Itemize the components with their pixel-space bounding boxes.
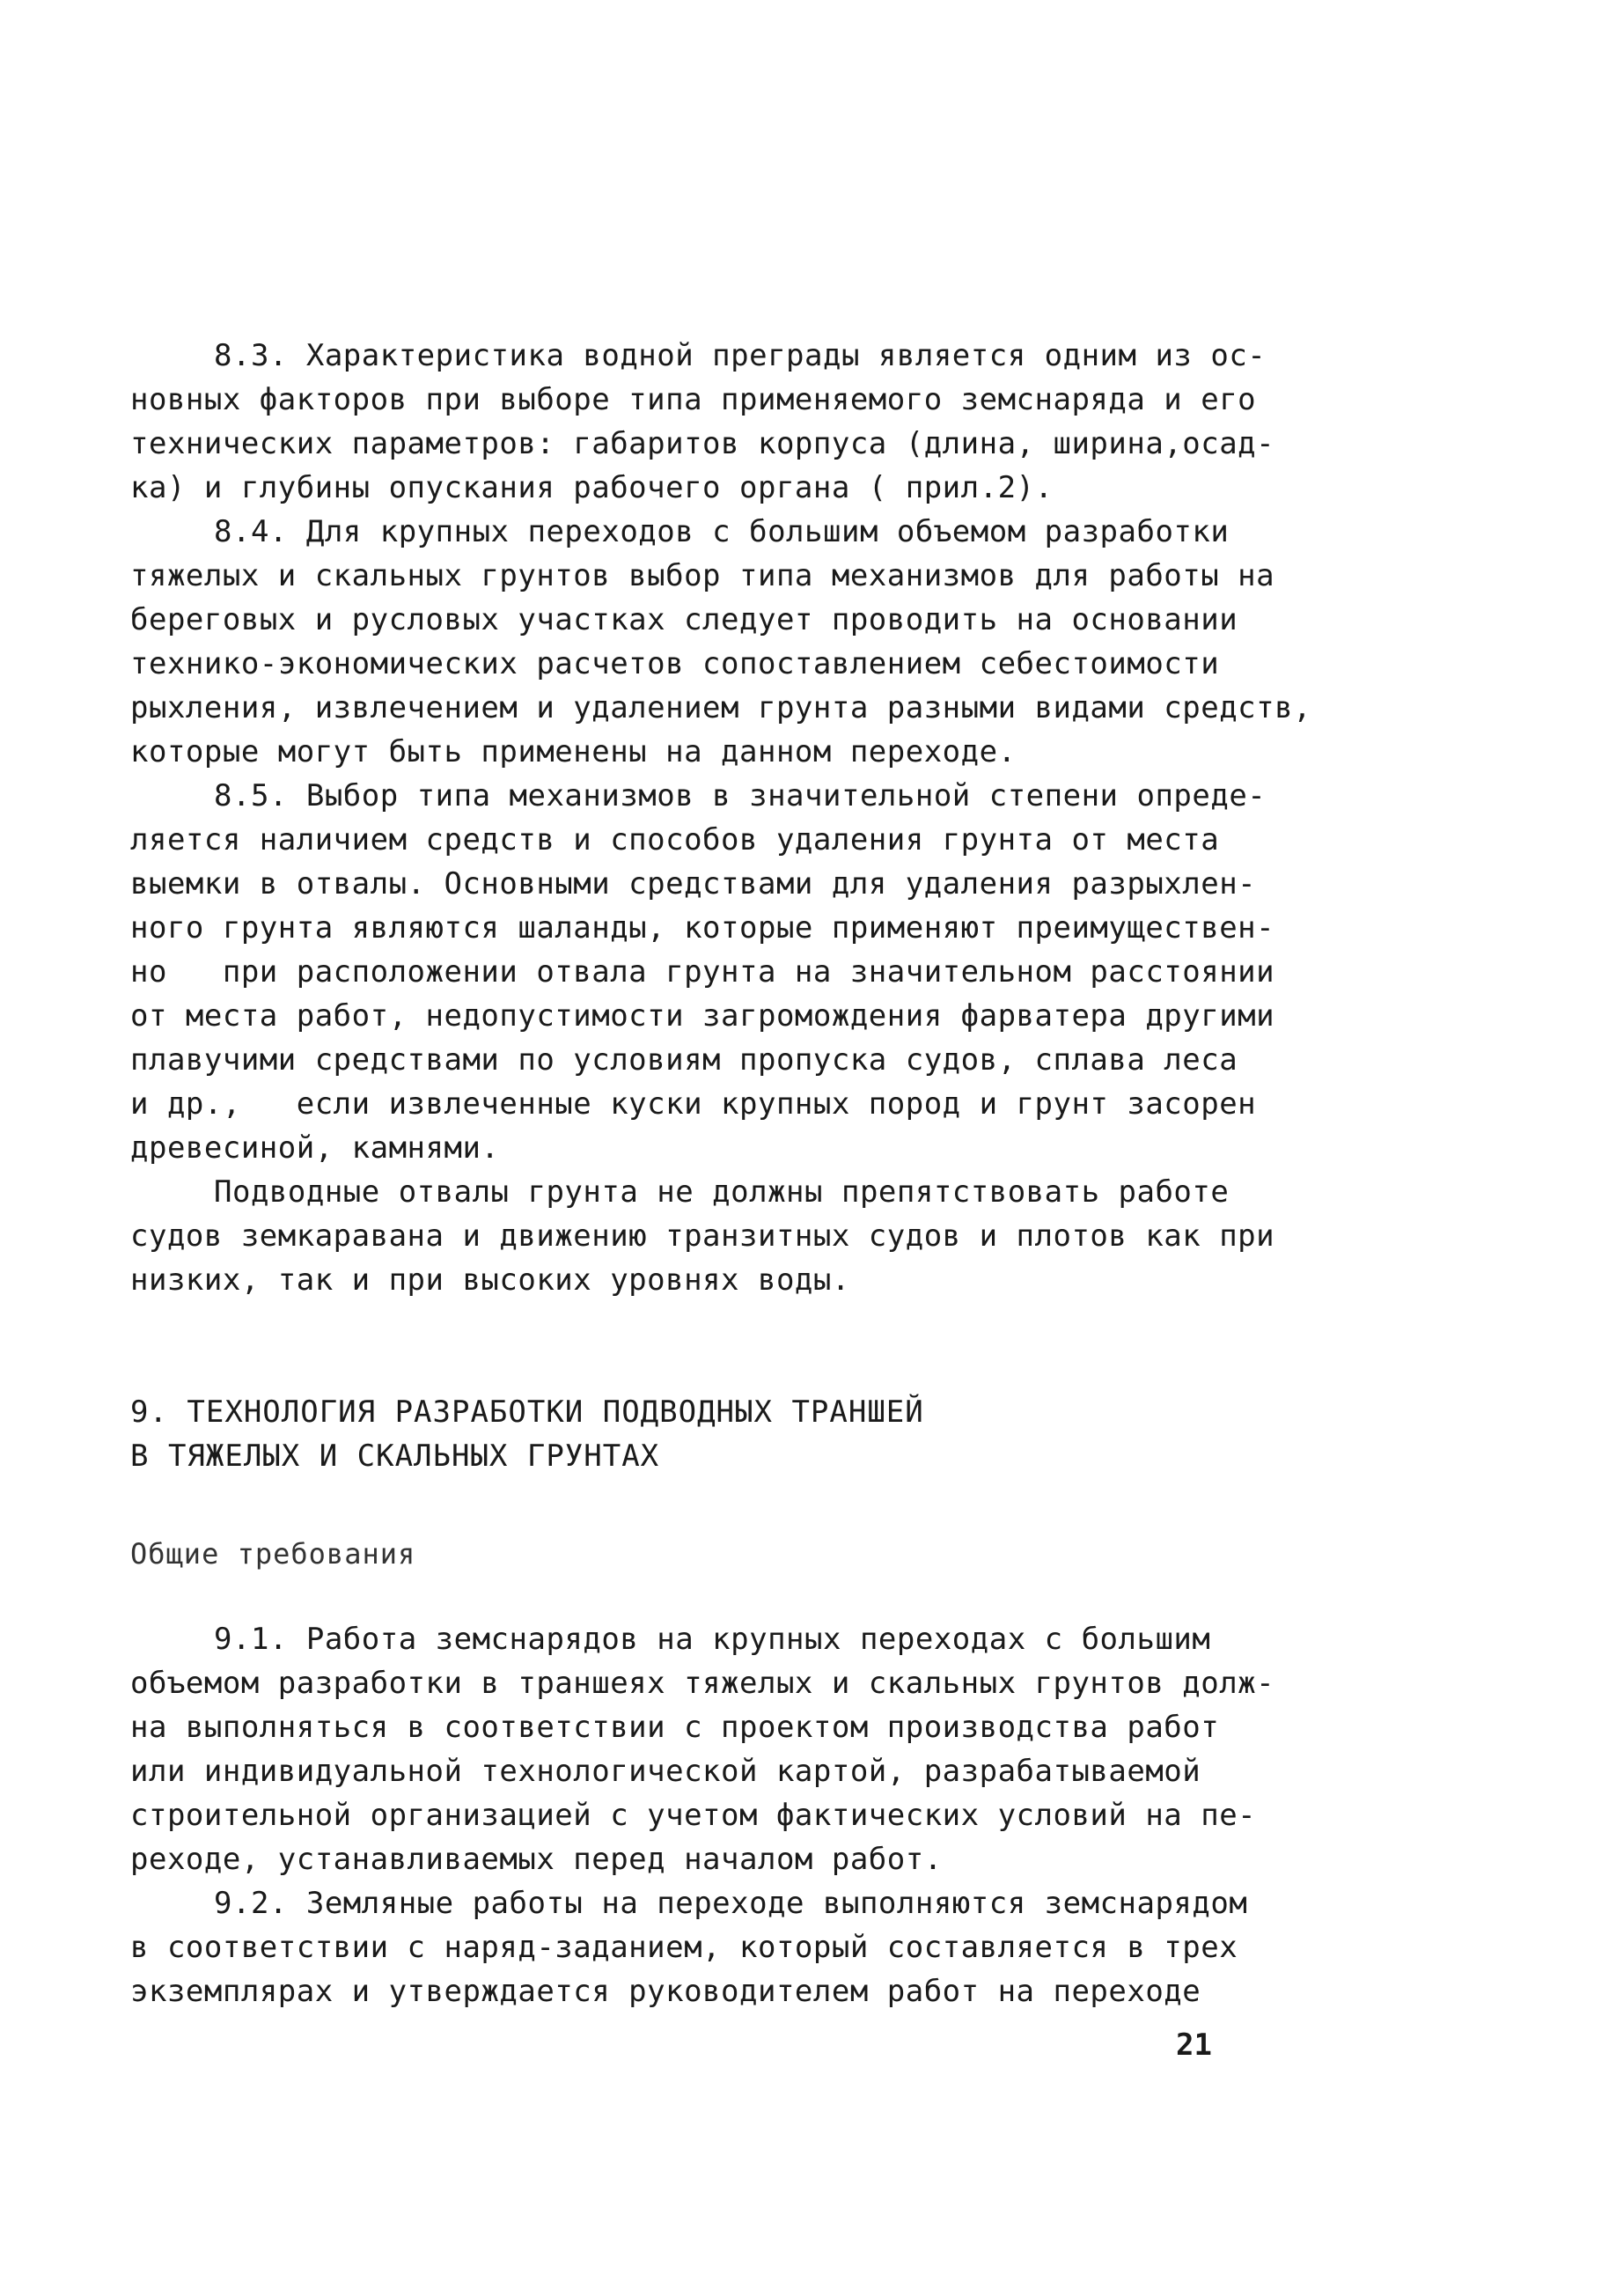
text-line: или индивидуальной технологической картой, разрабатываемой xyxy=(130,1754,1201,1789)
text-line: ляется наличием средств и способов удаления грунта от места xyxy=(130,822,1220,857)
text-line: выемки в отвалы. Основными средствами для удаления разрыхлен- xyxy=(130,866,1257,901)
page-number: 21 xyxy=(1176,2027,1212,2063)
text-line: Подводные отвалы грунта не должны препятствовать работе xyxy=(214,1174,1230,1210)
text-line: которые могут быть применены на данном переходе. xyxy=(130,734,1017,769)
text-line: 8.4. Для крупных переходов с большим объемом разработки xyxy=(214,514,1230,549)
text-line: объемом разработки в траншеях тяжелых и скальных грунтов долж- xyxy=(130,1666,1275,1701)
text-line: и др., если извлеченные куски крупных пород и грунт засорен xyxy=(130,1086,1257,1122)
subsection-heading: Общие требования xyxy=(130,1537,416,1571)
text-line: низких, так и при высоких уровнях воды. xyxy=(130,1262,850,1298)
text-line: но при расположении отвала грунта на значительном расстоянии xyxy=(130,954,1275,990)
text-line: реходе, устанавливаемых перед началом работ. xyxy=(130,1842,943,1877)
text-line: древесиной, камнями. xyxy=(130,1130,500,1166)
text-line: ного грунта являются шаланды, которые применяют преимуществен- xyxy=(130,910,1275,946)
text-line: тяжелых и скальных грунтов выбор типа механизмов для работы на xyxy=(130,558,1275,593)
text-line: судов земкаравана и движению транзитных судов и плотов как при xyxy=(130,1218,1275,1254)
text-line: строительной организацией с учетом фактических условий на пе- xyxy=(130,1798,1257,1833)
text-line: 8.3. Характеристика водной преграды является одним из ос- xyxy=(214,338,1267,373)
text-line: плавучими средствами по условиям пропуска судов, сплава леса xyxy=(130,1042,1238,1078)
section-heading: В ТЯЖЕЛЫХ И СКАЛЬНЫХ ГРУНТАХ xyxy=(130,1439,660,1474)
text-line: береговых и русловых участках следует проводить на основании xyxy=(130,602,1238,637)
text-line: 9.1. Работа земснарядов на крупных переходах с большим xyxy=(214,1622,1211,1657)
section-heading: 9. ТЕХНОЛОГИЯ РАЗРАБОТКИ ПОДВОДНЫХ ТРАНШЕЙ xyxy=(130,1395,924,1430)
text-line: 9.2. Земляные работы на переходе выполняются земснарядом xyxy=(214,1886,1248,1921)
text-line: новных факторов при выборе типа применяемого земснаряда и его xyxy=(130,382,1257,417)
text-line: 8.5. Выбор типа механизмов в значительной степени опреде- xyxy=(214,778,1267,813)
text-line: технико-экономических расчетов сопоставлением себестоимости xyxy=(130,646,1220,681)
text-line: рыхления, извлечением и удалением грунта разными видами средств, xyxy=(130,690,1312,725)
text-line: экземплярах и утверждается руководителем работ на переходе xyxy=(130,1974,1201,2009)
text-line: ка) и глубины опускания рабочего органа ( прил.2). xyxy=(130,470,1054,505)
text-line: от места работ, недопустимости загромождения фарватера другими xyxy=(130,998,1275,1034)
text-line: технических параметров: габаритов корпуса (длина, ширина,осад- xyxy=(130,426,1275,461)
text-line: в соответствии с наряд-заданием, который составляется в трех xyxy=(130,1930,1238,1965)
text-line: на выполняться в соответствии с проектом производства работ xyxy=(130,1710,1220,1745)
